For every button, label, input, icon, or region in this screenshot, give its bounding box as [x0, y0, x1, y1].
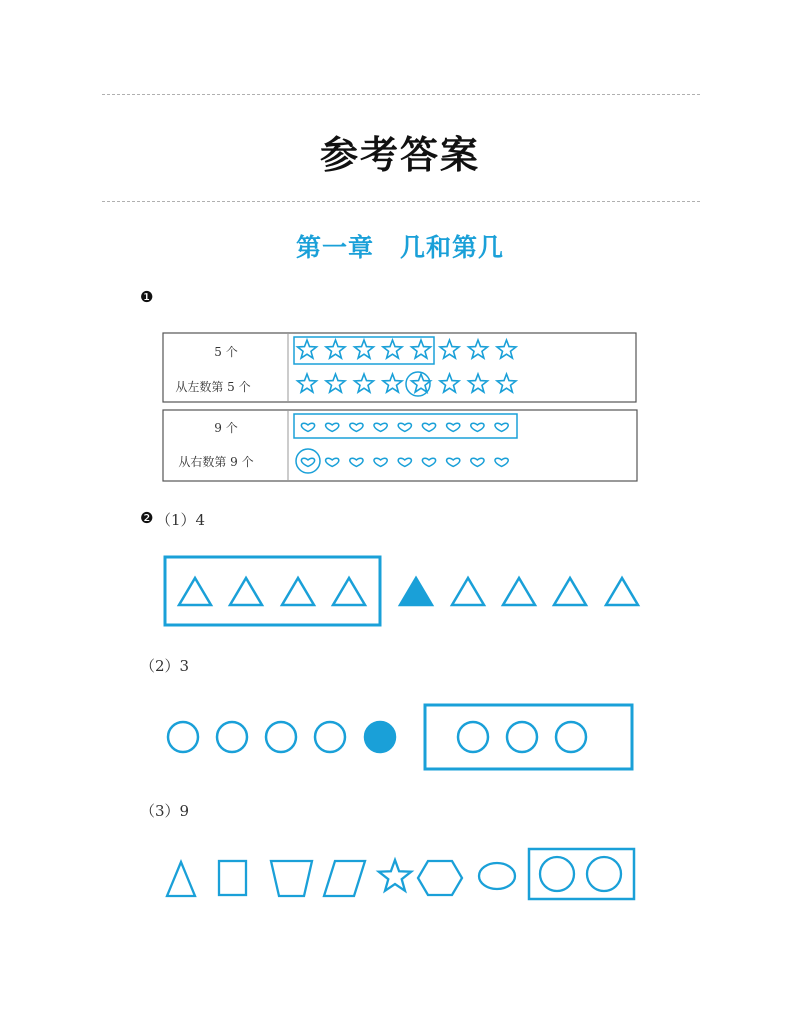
star-icon [355, 340, 374, 358]
star-icon [298, 374, 317, 392]
star-icon [326, 340, 345, 358]
star-icon [355, 374, 374, 392]
star-icon [497, 340, 516, 358]
star-icon [326, 374, 345, 392]
stars-row1-label: 5 个 [214, 345, 238, 359]
star-icon [469, 340, 488, 358]
star-icon [440, 340, 459, 358]
stars-row2-label: 从左数第 5 个 [175, 380, 251, 394]
star-icon [383, 374, 402, 392]
question-1-number: ❶ [140, 288, 154, 306]
star-icon [383, 340, 402, 358]
hearts-row2-label: 从右数第 9 个 [178, 455, 254, 469]
star-icon [412, 340, 431, 358]
question-2-number: ❷ [140, 509, 154, 527]
star-icon [497, 374, 516, 392]
part-3-label: （3）9 [140, 802, 190, 820]
hearts-row1-label: 9 个 [214, 421, 238, 435]
part-1-label: （1）4 [156, 511, 206, 529]
page-title: 参考答案 [319, 133, 480, 177]
star-icon [298, 340, 317, 358]
chapter-heading: 第一章 几和第几 [295, 233, 504, 262]
part-2-label: （2）3 [140, 657, 190, 675]
star-icon [469, 374, 488, 392]
star-icon [440, 374, 459, 392]
stars-row1 [298, 340, 517, 358]
